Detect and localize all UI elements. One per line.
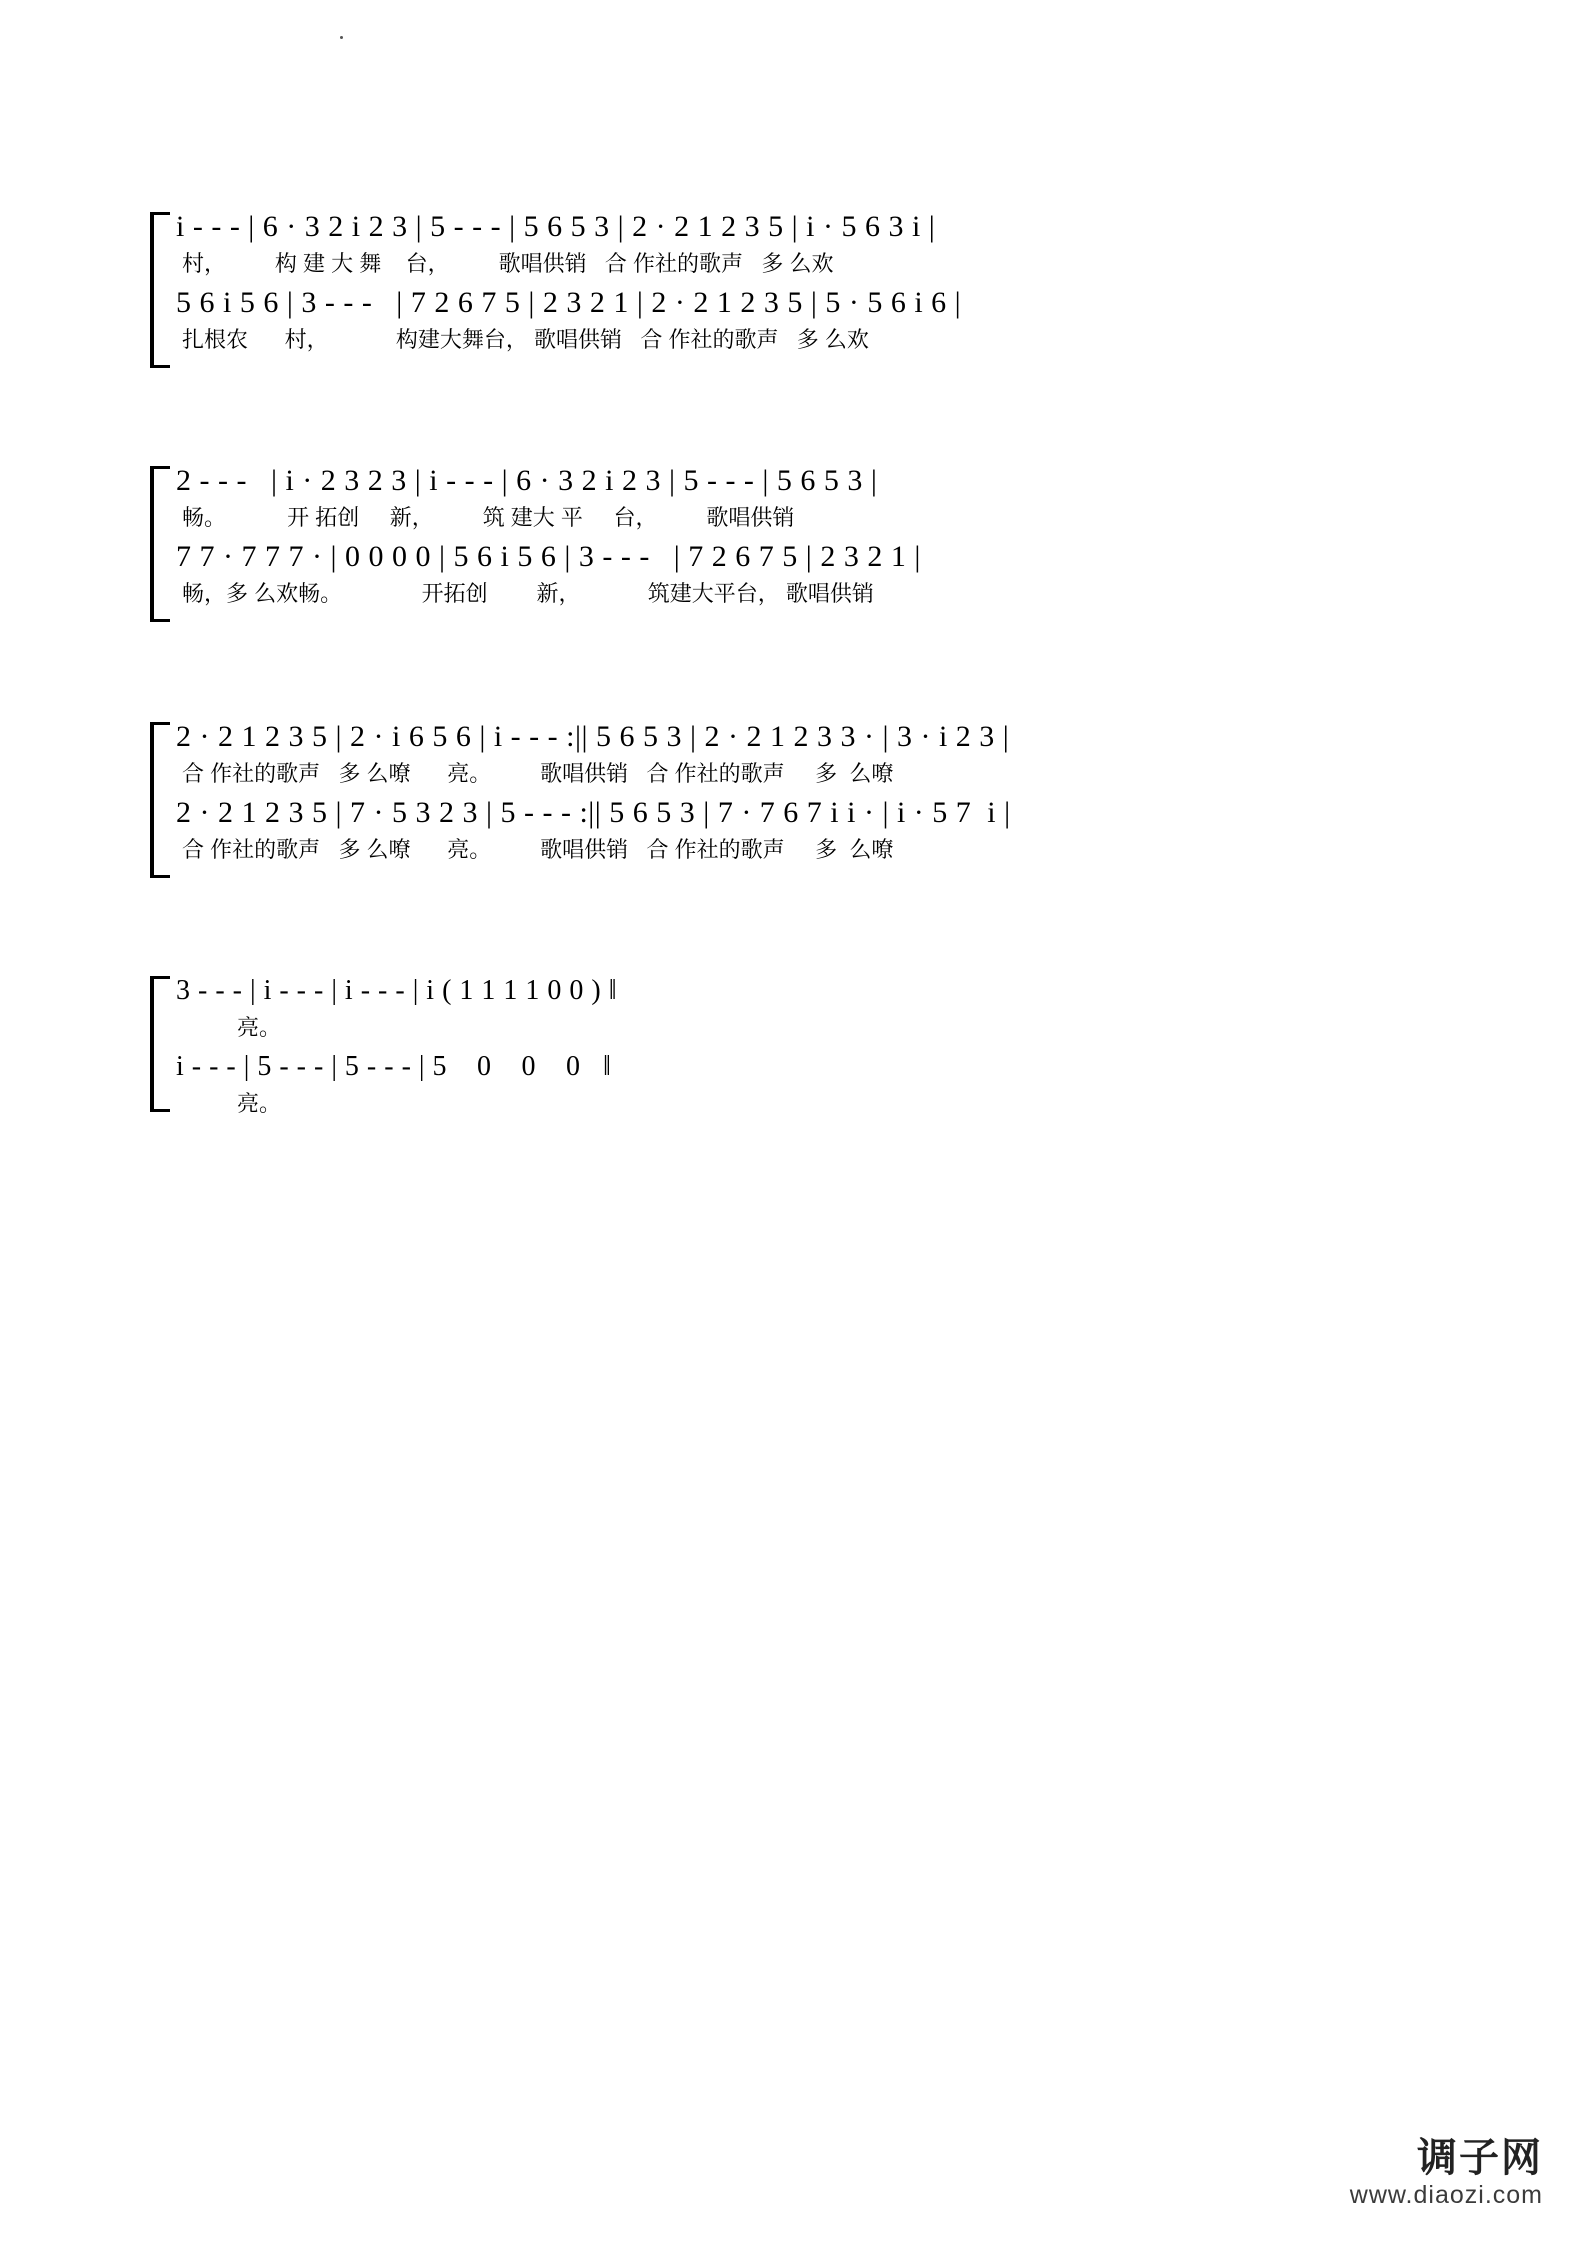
voice-lower-4 — [176, 1048, 1440, 1124]
notation-line: 2 - - - | i · 2 3 2 3 | i - - - | 6 · 3 2 i 2 3 | 5 - - - | 5 6 5 3 | — [176, 464, 878, 497]
lyrics-line: 亮。 — [182, 1091, 282, 1116]
music-system-3 — [150, 718, 1440, 870]
site-watermark — [1350, 2136, 1543, 2210]
system-bracket — [150, 722, 170, 878]
lyrics-line: 合 作社的歌声 多 么嘹 亮。 歌唱供销 合 作社的歌声 多 么嘹 — [182, 837, 894, 862]
voice-upper-4 — [176, 972, 1440, 1048]
voice-upper-3 — [176, 718, 1440, 794]
page-dot-mark — [340, 36, 343, 39]
voice-upper-2 — [176, 462, 1440, 538]
system-bracket — [150, 976, 170, 1112]
site-name: 调子网 — [1417, 2135, 1543, 2180]
notation-line: 5 6 i 5 6 | 3 - - - | 7 2 6 7 5 | 2 3 2 1 | 2 · 2 1 2 3 5 | 5 · 5 6 i 6 | — [176, 286, 962, 319]
notation-line: i - - - | 5 - - - | 5 - - - | 5 0 0 0 ‖ — [176, 1051, 612, 1082]
notation-line: 7 7 · 7 7 7 · | 0 0 0 0 | 5 6 i 5 6 | 3 - - - | 7 2 6 7 5 | 2 3 2 1 | — [176, 540, 921, 573]
lyrics-line: 畅，多 么欢畅。 开拓创 新， 筑建大平台， 歌唱供销 — [182, 581, 874, 606]
system-bracket — [150, 212, 170, 368]
voice-lower-3 — [176, 794, 1440, 870]
lyrics-line: 扎根农 村， 构建大舞台， 歌唱供销 合 作社的歌声 多 么欢 — [182, 327, 869, 352]
system-bracket — [150, 466, 170, 622]
lyrics-line: 亮。 — [182, 1015, 282, 1040]
music-system-1 — [150, 208, 1440, 360]
lyrics-line: 村， 构 建 大 舞 台， 歌唱供销 合 作社的歌声 多 么欢 — [182, 251, 834, 276]
voice-lower-2 — [176, 538, 1440, 614]
notation-line: 2 · 2 1 2 3 5 | 2 · i 6 5 6 | i - - - :|| 5 6 5 3 | 2 · 2 1 2 3 3 · | 3 · i 2 3 | — [176, 720, 1010, 753]
music-system-2 — [150, 462, 1440, 614]
notation-line: i - - - | 6 · 3 2 i 2 3 | 5 - - - | 5 6 5 3 | 2 · 2 1 2 3 5 | i · 5 6 3 i | — [176, 210, 936, 243]
notation-line: 3 - - - | i - - - | i - - - | i ( 1 1 1 1 0 0 ) ‖ — [176, 975, 618, 1006]
lyrics-line: 合 作社的歌声 多 么嘹 亮。 歌唱供销 合 作社的歌声 多 么嘹 — [182, 761, 894, 786]
lyrics-line: 畅。 开 拓创 新， 筑 建大 平 台， 歌唱供销 — [182, 505, 795, 530]
voice-lower-1 — [176, 284, 1440, 360]
notation-line: 2 · 2 1 2 3 5 | 7 · 5 3 2 3 | 5 - - - :|| 5 6 5 3 | 7 · 7 6 7 i i · | i · 5 7 i | — [176, 796, 1011, 829]
voice-upper-1 — [176, 208, 1440, 284]
music-system-4 — [150, 972, 1440, 1124]
site-url: www.diaozi.com — [1349, 2180, 1543, 2209]
